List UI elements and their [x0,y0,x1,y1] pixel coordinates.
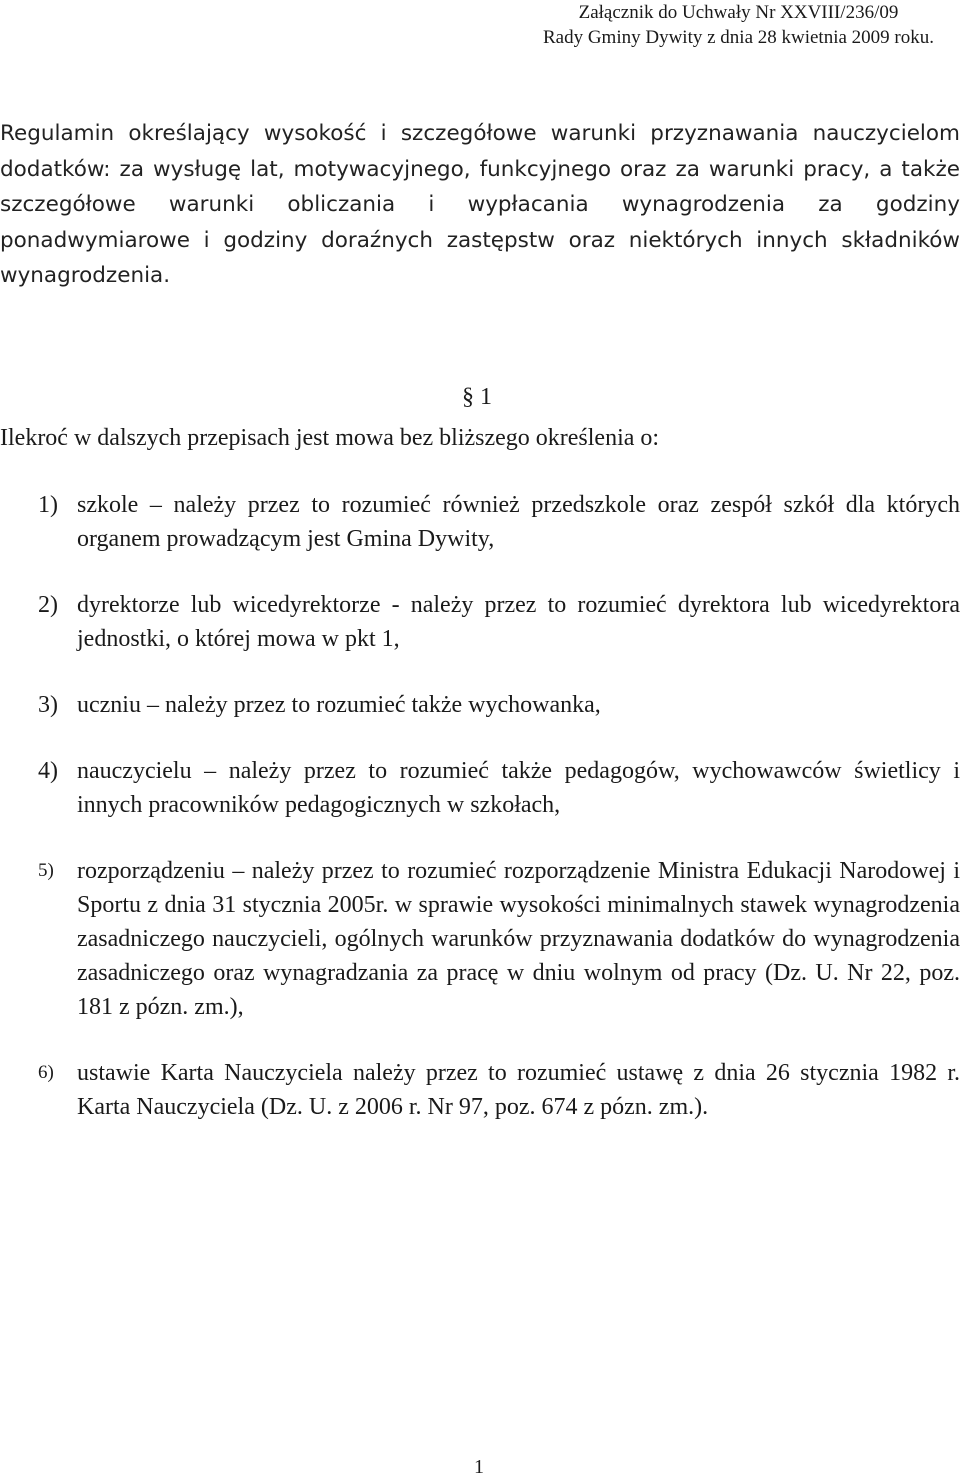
definition-number: 1) [38,492,58,518]
header-line-1: Załącznik do Uchwały Nr XXVIII/236/09 [578,2,899,23]
definition-item [0,1056,960,1124]
document-title: Regulamin określający wysokość i szczegółowe warunki przyznawania nauczycielom dodatków: za wysługę lat, motywacyjnego, funkcyjnego oraz za warunki pracy, a także szczegółowe warunki obliczania i wypłacania wynagrodzenia za godziny ponadwymiarowe i godziny doraźnych zastępstw oraz niektórych innych składników wynagrodzenia. [0,121,960,288]
definition-text: szkole – należy przez to rozumieć również przedszkole oraz zespół szkół dla których organem prowadzącym jest Gmina Dywity, [77,492,960,552]
definition-item [0,688,960,722]
attachment-header [543,0,934,50]
definition-item [0,488,960,556]
page-number: 1 [474,1456,484,1478]
definition-text: ustawie Karta Nauczyciela należy przez to rozumieć ustawę z dnia 26 stycznia 1982 r. Karta Nauczyciela (Dz. U. z 2006 r. Nr 97, poz. 674 z pózn. zm.). [77,1060,960,1120]
definition-text: dyrektorze lub wicedyrektorze - należy przez to rozumieć dyrektora lub wicedyrektora jednostki, o której mowa w pkt 1, [77,592,960,652]
definition-number: 4) [38,758,58,784]
definition-text: rozporządzeniu – należy przez to rozumieć rozporządzenie Ministra Edukacji Narodowej i Sportu z dnia 31 stycznia 2005r. w sprawie wysokości minimalnych stawek wynagrodzenia zasadniczego nauczycieli, ogólnych warunków przyznawania dodatków do wynagrodzenia zasadniczego oraz wynagradzania za pracę w dniu wolnym od pracy (Dz. U. Nr 22, poz. 181 z pózn. zm.), [77,858,960,1020]
header-line-2: Rady Gminy Dywity z dnia 28 kwietnia 2009 roku. [542,27,934,48]
definition-number: 5) [38,860,54,881]
definition-text: uczniu – należy przez to rozumieć także wychowanka, [77,692,601,718]
section-intro: Ilekroć w dalszych przepisach jest mowa bez bliższego określenia o: [0,425,660,451]
definition-number: 3) [38,692,58,718]
section-number: § 1 [462,384,492,410]
definition-number: 2) [38,592,58,618]
definition-item [0,588,960,656]
definition-item [0,854,960,1024]
definition-item [0,754,960,822]
definition-text: nauczycielu – należy przez to rozumieć także pedagogów, wychowawców świetlicy i innych pracowników pedagogicznych w szkołach, [77,758,960,818]
definitions-list [0,488,960,1156]
definition-number: 6) [38,1062,54,1083]
